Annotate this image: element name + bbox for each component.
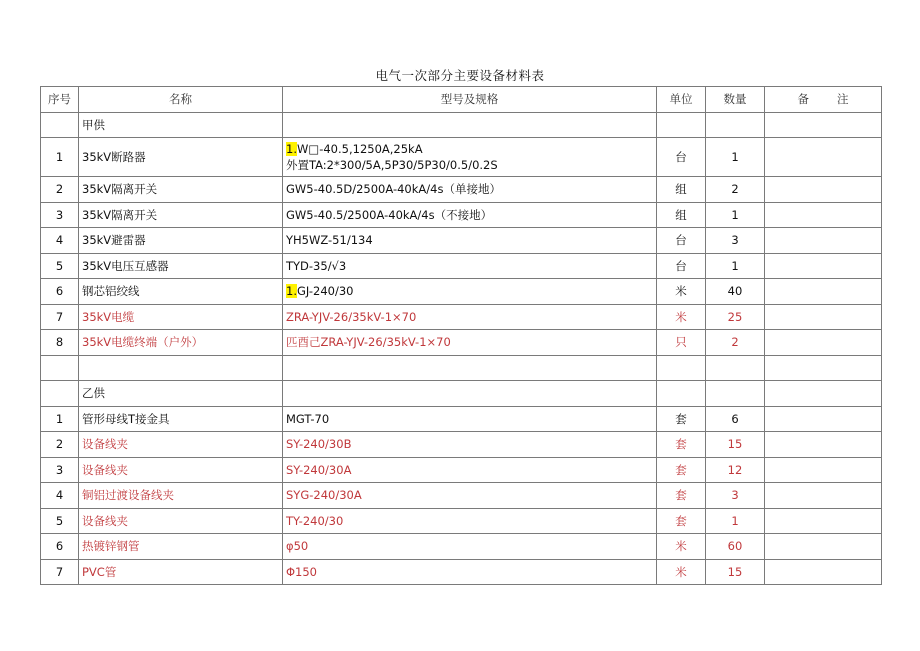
cell-remark: [765, 406, 882, 432]
cell-unit: 组: [657, 202, 706, 228]
cell-remark: [765, 457, 882, 483]
cell-name: 35kV电压互感器: [79, 253, 283, 279]
section-row-a: [41, 112, 882, 138]
cell-spec: GW5-40.5/2500A-40kA/4s（不接地）: [283, 202, 657, 228]
table-row: [41, 534, 882, 560]
cell-spec: [283, 138, 657, 177]
cell-qty: 1: [706, 253, 765, 279]
cell-qty: 1: [706, 508, 765, 534]
cell-qty: 6: [706, 406, 765, 432]
cell-no: 6: [41, 534, 79, 560]
empty-row: [41, 355, 882, 381]
cell-qty: 3: [706, 483, 765, 509]
cell-remark: [765, 483, 882, 509]
table-row: [41, 202, 882, 228]
document-title: 电气一次部分主要设备材料表: [375, 68, 545, 83]
cell-remark: [765, 138, 882, 177]
cell-remark: [765, 304, 882, 330]
cell-spec: GW5-40.5D/2500A-40kA/4s（单接地）: [283, 177, 657, 203]
table-row: [41, 253, 882, 279]
cell-unit: 台: [657, 138, 706, 177]
cell-no: 7: [41, 304, 79, 330]
spec-line-1: W□-40.5,1250A,25kA: [296, 142, 423, 156]
cell-qty: 1: [706, 138, 765, 177]
cell-unit: 米: [657, 534, 706, 560]
table-row: [41, 279, 882, 305]
cell-remark: [765, 559, 882, 585]
table-row: [41, 406, 882, 432]
cell-no: 6: [41, 279, 79, 305]
cell-spec: Φ150: [283, 559, 657, 585]
cell-remark: [765, 253, 882, 279]
cell-spec: [283, 279, 657, 305]
table-header-row: [41, 87, 882, 113]
cell-spec: TYD-35/√3: [283, 253, 657, 279]
table-row: [41, 483, 882, 509]
table-row: [41, 559, 882, 585]
table-row: [41, 228, 882, 254]
cell-no: 3: [41, 457, 79, 483]
cell-spec: 匹酉己ZRA-YJV-26/35kV-1×70: [283, 330, 657, 356]
cell-no: 1: [41, 406, 79, 432]
cell-remark: [765, 228, 882, 254]
cell-name: 铜铝过渡设备线夹: [79, 483, 283, 509]
cell-unit: 套: [657, 483, 706, 509]
cell-name: 35kV电缆终端（户外）: [79, 330, 283, 356]
cell-no: 5: [41, 253, 79, 279]
cell-unit: 组: [657, 177, 706, 203]
table-row: [41, 457, 882, 483]
cell-unit: 套: [657, 406, 706, 432]
cell-name: 设备线夹: [79, 508, 283, 534]
section-label-b: 乙供: [79, 381, 283, 407]
cell-no: 4: [41, 483, 79, 509]
cell-name: 35kV避雷器: [79, 228, 283, 254]
table-row: [41, 138, 882, 177]
cell-qty: 2: [706, 177, 765, 203]
cell-qty: 1: [706, 202, 765, 228]
cell-name: PVC管: [79, 559, 283, 585]
cell-name: 设备线夹: [79, 432, 283, 458]
table-row: [41, 432, 882, 458]
equipment-material-table: [40, 86, 882, 585]
cell-unit: 只: [657, 330, 706, 356]
cell-unit: 套: [657, 457, 706, 483]
section-row-b: [41, 381, 882, 407]
cell-name: 管形母线T接金具: [79, 406, 283, 432]
cell-spec: MGT-70: [283, 406, 657, 432]
cell-no: 5: [41, 508, 79, 534]
cell-remark: [765, 202, 882, 228]
header-remark: 备注: [765, 87, 882, 113]
cell-spec: TY-240/30: [283, 508, 657, 534]
header-no: 序号: [41, 87, 79, 113]
cell-no: 8: [41, 330, 79, 356]
cell-unit: 台: [657, 253, 706, 279]
header-spec: 型号及规格: [283, 87, 657, 113]
cell-qty: 2: [706, 330, 765, 356]
section-label-a: 甲供: [79, 112, 283, 138]
cell-name: 35kV隔离开关: [79, 202, 283, 228]
cell-spec: SY-240/30B: [283, 432, 657, 458]
cell-unit: 米: [657, 559, 706, 585]
cell-unit: 套: [657, 508, 706, 534]
cell-name: 热镀锌钢管: [79, 534, 283, 560]
spec-line-2: 外置TA:2*300/5A,5P30/5P30/0.5/0.2S: [286, 158, 498, 172]
cell-no: 2: [41, 177, 79, 203]
cell-spec: ZRA-YJV-26/35kV-1×70: [283, 304, 657, 330]
cell-unit: 台: [657, 228, 706, 254]
cell-remark: [765, 279, 882, 305]
cell-qty: 12: [706, 457, 765, 483]
cell-spec: SY-240/30A: [283, 457, 657, 483]
cell-spec: φ50: [283, 534, 657, 560]
cell-remark: [765, 508, 882, 534]
spec-text: GJ-240/30: [296, 284, 354, 299]
header-unit: 单位: [657, 87, 706, 113]
cell-no: 1: [41, 138, 79, 177]
cell-qty: 25: [706, 304, 765, 330]
cell-no: 7: [41, 559, 79, 585]
highlight-marker: 1.: [286, 142, 297, 156]
cell-name: 35kV电缆: [79, 304, 283, 330]
cell-name: 钢芯铝绞线: [79, 279, 283, 305]
table-row: [41, 304, 882, 330]
cell-remark: [765, 330, 882, 356]
cell-no: 3: [41, 202, 79, 228]
cell-spec: YH5WZ-51/134: [283, 228, 657, 254]
cell-qty: 15: [706, 559, 765, 585]
cell-remark: [765, 534, 882, 560]
cell-qty: 40: [706, 279, 765, 305]
header-name: 名称: [79, 87, 283, 113]
header-qty: 数量: [706, 87, 765, 113]
cell-spec: SYG-240/30A: [283, 483, 657, 509]
cell-remark: [765, 432, 882, 458]
cell-qty: 60: [706, 534, 765, 560]
cell-unit: 米: [657, 279, 706, 305]
cell-no: 2: [41, 432, 79, 458]
cell-unit: 米: [657, 304, 706, 330]
table-row: [41, 508, 882, 534]
cell-qty: 3: [706, 228, 765, 254]
cell-name: 设备线夹: [79, 457, 283, 483]
cell-unit: 套: [657, 432, 706, 458]
cell-remark: [765, 177, 882, 203]
table-row: [41, 177, 882, 203]
highlight-marker: 1.: [286, 284, 297, 299]
table-row: [41, 330, 882, 356]
cell-no: 4: [41, 228, 79, 254]
cell-name: 35kV断路器: [79, 138, 283, 177]
cell-qty: 15: [706, 432, 765, 458]
cell-name: 35kV隔离开关: [79, 177, 283, 203]
